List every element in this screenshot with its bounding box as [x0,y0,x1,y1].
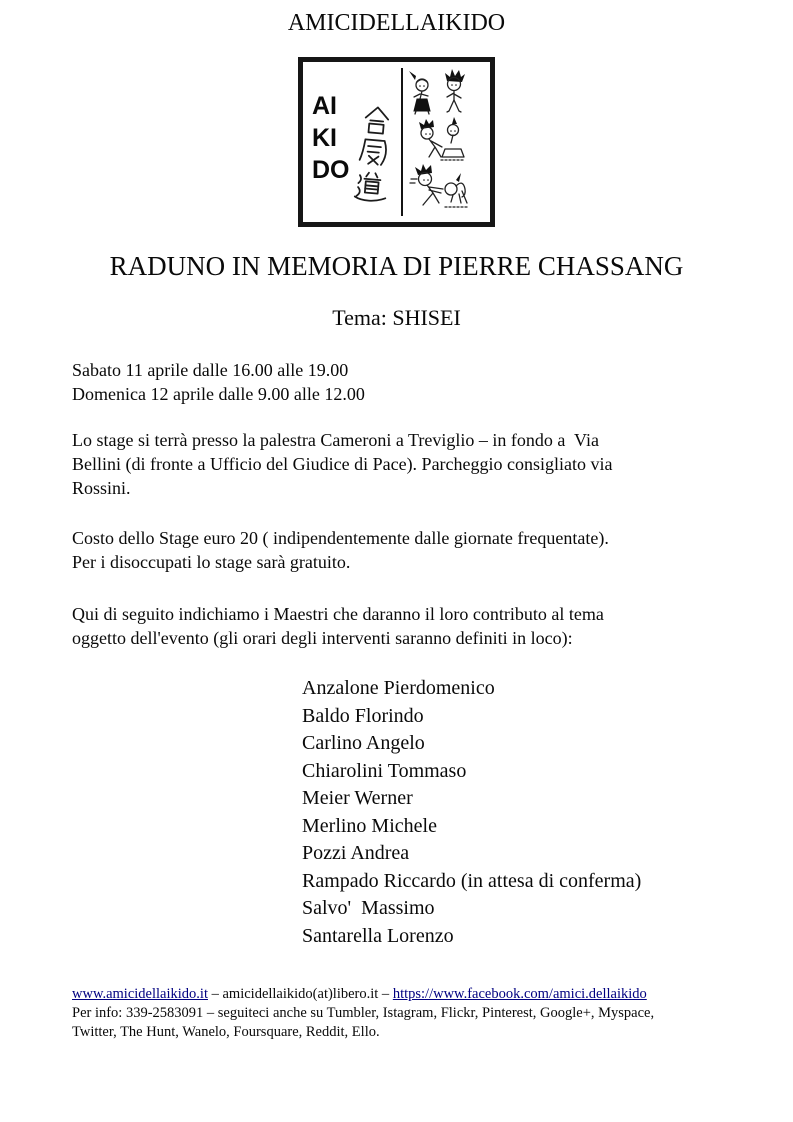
masters-intro-paragraph [72,602,721,650]
master-name: Anzalone Pierdomenico [302,677,495,699]
figure-uke-bending [445,173,467,207]
figure-girl-standing [409,71,430,114]
logo-aikido-wordmark [312,66,350,218]
footer [0,985,793,1042]
figure-boy-standing [445,69,465,112]
master-name: Pozzi Andrea [302,842,410,864]
master-name: Baldo Florindo [302,704,424,727]
master-name: Salvo' Massimo [302,897,435,919]
footer-email-text: – amicidellaikido(at)libero.it – [207,986,393,1002]
flyer-body [0,358,793,950]
location-line: Bellini (di fronte a Ufficio del Giudice di Pace). Parcheggio consigliato via [72,454,613,474]
footer-info-line: Twitter, The Hunt, Wanelo, Foursquare, Reddit, Ello. [72,1024,380,1040]
location-paragraph [72,428,721,500]
masters-intro-line: Qui di seguito indichiamo i Maestri che daranno il loro contributo al tema [72,604,604,624]
masters-intro-line: oggetto dell'evento (gli orari degli interventi saranno definiti in loco): [72,628,573,648]
master-name: Chiarolini Tommaso [302,759,467,782]
location-line: Lo stage si terrà presso la palestra Cameroni a Treviglio – in fondo a Via [72,430,599,450]
aikido-cartoon-figures-illustration [407,67,471,217]
master-name: Meier Werner [302,787,413,809]
cost-line: Per i disoccupati lo stage sarà gratuito. [72,552,351,572]
masters-list [302,675,721,950]
figure-boy-throwing [419,119,442,157]
aikido-logo [0,57,793,227]
cost-paragraph [72,526,721,574]
logo-syllable-do: DO [312,156,350,184]
facebook-link[interactable]: https://www.facebook.com/amici.dellaikido [392,986,647,1002]
website-link[interactable]: www.amicidellaikido.it [72,986,208,1002]
page-title: AMICIDELLAIKIDO [287,10,506,36]
schedule-line-sunday: Domenica 12 aprile dalle 9.00 alle 12.00 [72,384,365,404]
logo-syllable-ai: AI [312,92,337,120]
logo-syllable-ki: KI [312,124,337,152]
event-title: RADUNO IN MEMORIA DI PIERRE CHASSANG [109,251,684,281]
master-name: Carlino Angelo [302,732,425,754]
footer-info-line: Per info: 339-2583091 – seguiteci anche su Tumbler, Istagram, Flickr, Pinterest, Google+, Myspace, [72,1005,655,1021]
schedule-line-saturday: Sabato 11 aprile dalle 16.00 alle 19.00 [72,360,349,380]
aikido-logo-box [298,57,495,227]
master-name: Rampado Riccardo (in attesa di conferma) [302,869,642,892]
cost-line: Costo dello Stage euro 20 ( indipendentemente dalle giornate frequentate). [72,528,609,548]
figure-girl-kneeling [441,117,465,160]
logo-left-panel [312,66,395,218]
schedule-block [72,358,721,406]
footer-links-line [72,985,721,1004]
kanji-aikido-calligraphy-icon [353,104,395,202]
event-theme: Tema: SHISEI [332,305,461,330]
logo-divider [401,68,403,216]
location-line: Rossini. [72,478,131,498]
figure-boy-lunging [410,164,443,205]
master-name: Santarella Lorenzo [302,924,454,947]
master-name: Merlino Michele [302,814,437,837]
